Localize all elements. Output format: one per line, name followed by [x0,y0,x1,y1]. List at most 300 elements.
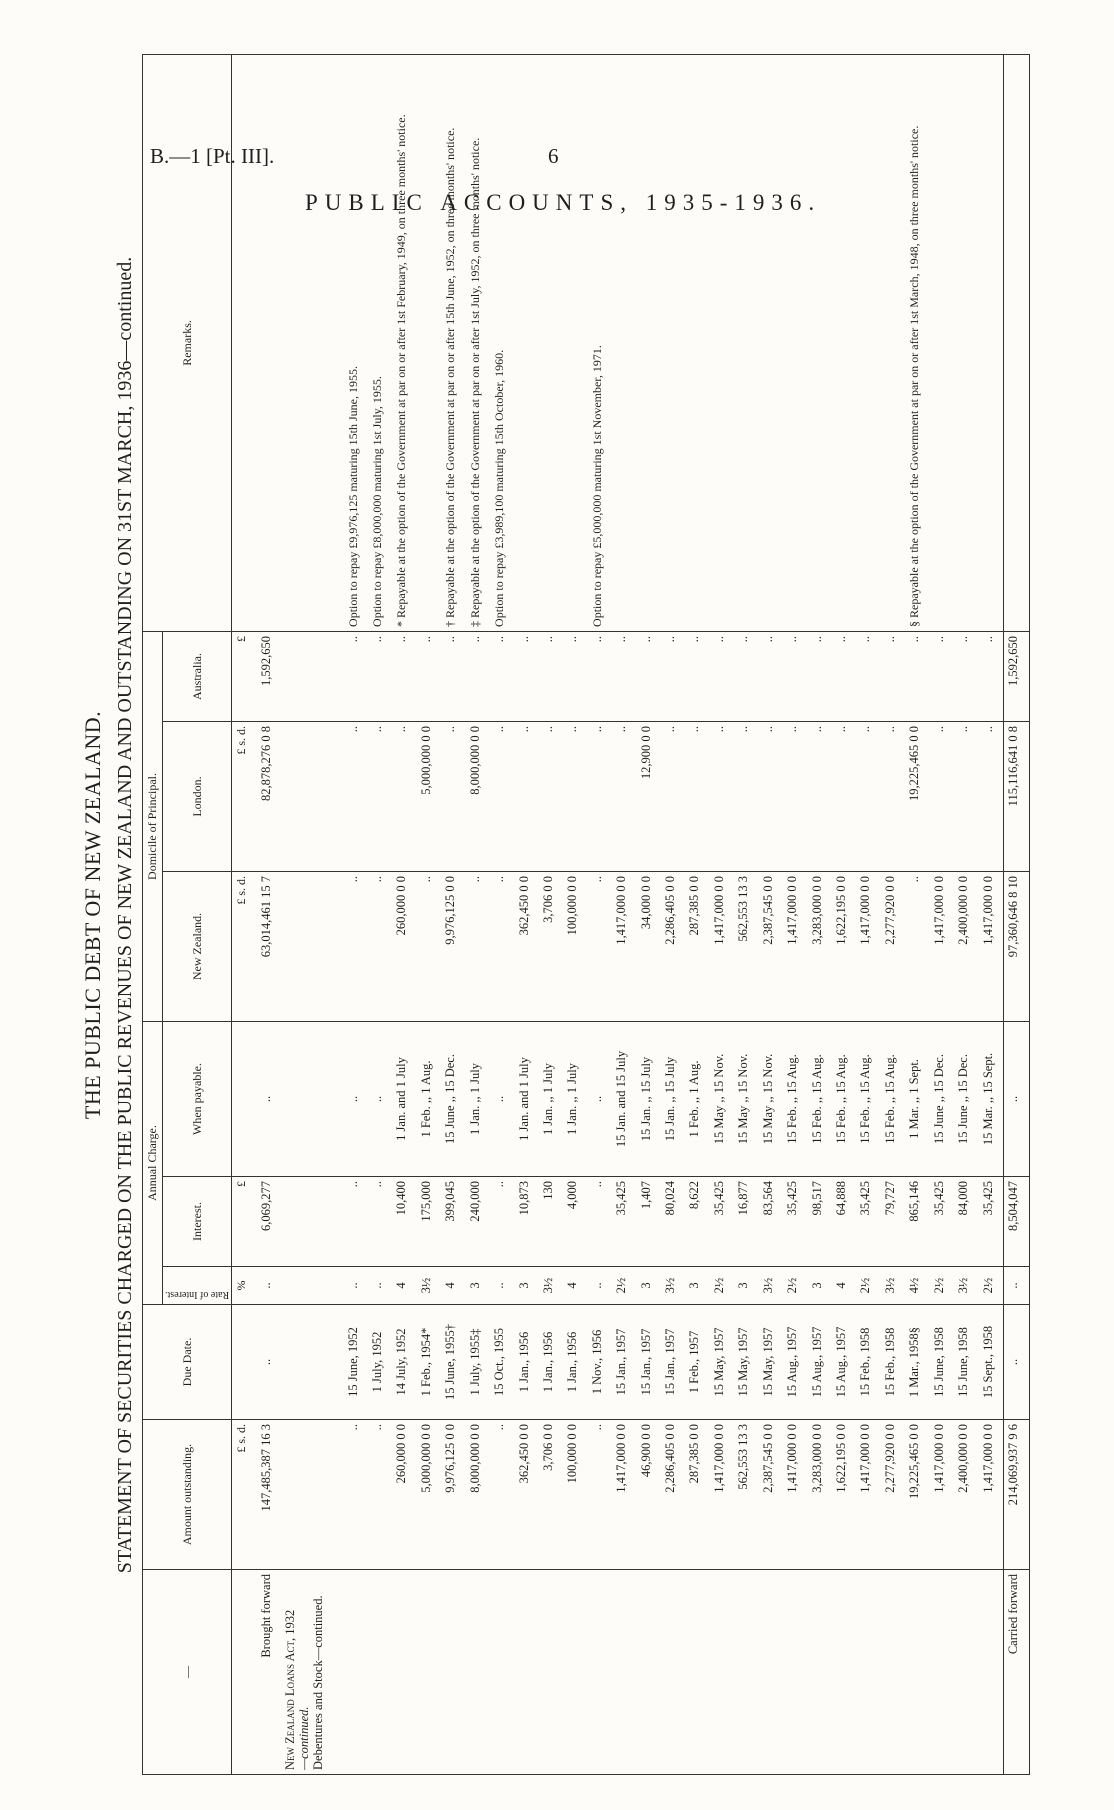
cell-remark: * Repayable at the option of the Government at par on or after 1st February, 1949, on three months' notice. [392,54,416,631]
cell-remark [856,54,880,631]
table-row [856,54,880,1774]
cell-amount: 3,283,000 0 0 [808,1420,832,1570]
table-row [685,54,709,1774]
cell-interest: 175,000 [417,1177,441,1267]
cell-rate: 4 [563,1267,587,1305]
units-row [232,54,257,1774]
cell-australia: .. [856,631,880,721]
cell-london: .. [539,721,563,871]
cell-rate: 2½ [856,1267,880,1305]
cell-australia: .. [490,631,514,721]
carried-forward-amount: 214,069,937 9 6 [1004,1420,1030,1570]
cell-remark [808,54,832,631]
cell-nz: 34,000 0 0 [637,871,661,1021]
cell-nz: .. [466,871,490,1021]
running-head: PUBLIC ACCOUNTS, 1935-1936. [305,190,822,215]
cell-nz: 2,286,405 0 0 [661,871,685,1021]
cell-amount: 5,000,000 0 0 [417,1420,441,1570]
table-row [441,54,465,1774]
cell-interest: 98,517 [808,1177,832,1267]
cell-rate: .. [344,1267,368,1305]
cell-remark [759,54,783,631]
cell-amount: 1,417,000 0 0 [979,1420,1004,1570]
cell-australia: .. [685,631,709,721]
cell-when-payable: .. [588,1021,612,1176]
cell-interest: 240,000 [466,1177,490,1267]
cell-when-payable: 1 Jan. ,, 1 July [539,1021,563,1176]
cell-amount: 287,385 0 0 [685,1420,709,1570]
cell-interest: 64,888 [832,1177,856,1267]
cell-remark [539,54,563,631]
section-heading-cont: —continued. [297,1706,312,1770]
cell-remark [881,54,905,631]
cell-rate: 3 [734,1267,758,1305]
cell-amount: .. [368,1420,392,1570]
cell-due-date: 15 June, 1955† [441,1305,465,1420]
carried-forward-interest: 8,504,047 [1004,1177,1030,1267]
cell-interest: 35,425 [930,1177,954,1267]
cell-rate: 2½ [612,1267,636,1305]
cell-when-payable: 15 Feb. ,, 15 Aug. [881,1021,905,1176]
cell-rate: 4 [392,1267,416,1305]
cell-remark [954,54,978,631]
cell-when-payable: 15 Feb. ,, 15 Aug. [832,1021,856,1176]
cell-due-date: 1 Feb., 1954* [417,1305,441,1420]
brought-forward-interest: 6,069,277 [257,1177,281,1267]
col-head-rate: Rate of Interest. [163,1267,232,1305]
cell-interest: 1,407 [637,1177,661,1267]
cell-interest: 10,873 [515,1177,539,1267]
cell-due-date: 1 Feb., 1957 [685,1305,709,1420]
cell-rate: 4 [832,1267,856,1305]
cell-london: 19,225,465 0 0 [905,721,929,871]
unit-rate: % [232,1267,257,1305]
cell-remark: ‡ Repayable at the option of the Government at par on or after 1st July, 1952, on three months' notice. [466,54,490,631]
table-row [734,54,758,1774]
table-row [612,54,636,1774]
cell-rate: 3½ [539,1267,563,1305]
statement-title: THE PUBLIC DEBT OF NEW ZEALAND. [80,710,105,1120]
cell-australia: .. [417,631,441,721]
cell-interest: .. [588,1177,612,1267]
cell-australia: .. [905,631,929,721]
cell-when-payable: 1 Jan. ,, 1 July [466,1021,490,1176]
cell-nz: 1,417,000 0 0 [856,871,880,1021]
table-row [783,54,807,1774]
carried-forward-london: 115,116,641 0 8 [1004,721,1030,871]
cell-amount: 1,417,000 0 0 [612,1420,636,1570]
cell-rate: 4½ [905,1267,929,1305]
cell-due-date: 15 June, 1952 [344,1305,368,1420]
table-row [466,54,490,1774]
cell-london: 8,000,000 0 0 [466,721,490,871]
cell-due-date: 15 Jan., 1957 [661,1305,685,1420]
cell-australia: .. [539,631,563,721]
cell-due-date: 15 May, 1957 [710,1305,734,1420]
col-head-interest: Interest. [163,1177,232,1267]
cell-amount: 9,976,125 0 0 [441,1420,465,1570]
col-head-remarks: Remarks. [143,54,232,631]
cell-when-payable: 1 Mar. ,, 1 Sept. [905,1021,929,1176]
cell-remark [832,54,856,631]
col-head-london: London. [163,721,232,871]
cell-rate: 3 [685,1267,709,1305]
cell-london: .. [734,721,758,871]
table-row [637,54,661,1774]
cell-nz: 1,417,000 0 0 [710,871,734,1021]
brought-forward-nz: 63,014,461 15 7 [257,871,281,1021]
brought-forward-label: Brought forward [257,1570,281,1775]
cell-australia: .. [808,631,832,721]
cell-amount: .. [588,1420,612,1570]
cell-due-date: 15 May, 1957 [734,1305,758,1420]
cell-nz: 1,417,000 0 0 [783,871,807,1021]
cell-nz: 2,400,000 0 0 [954,871,978,1021]
table-row [832,54,856,1774]
table-row [490,54,514,1774]
cell-australia: .. [588,631,612,721]
cell-rate: 3½ [759,1267,783,1305]
table-row [808,54,832,1774]
statement-subtitle: STATEMENT OF SECURITIES CHARGED ON THE PUBLIC REVENUES OF NEW ZEALAND AND OUTSTANDING ON 31ST MARCH, 1936—continued. [114,256,136,1574]
cell-london: .. [710,721,734,871]
col-head-australia: Australia. [163,631,232,721]
cell-nz: .. [368,871,392,1021]
cell-when-payable: 15 Feb. ,, 15 Aug. [808,1021,832,1176]
cell-remark: † Repayable at the option of the Government at par on or after 15th June, 1952, on three months' notice. [441,54,465,631]
cell-rate: 4 [441,1267,465,1305]
cell-due-date: 1 Jan., 1956 [515,1305,539,1420]
cell-london: .. [685,721,709,871]
cell-due-date: 14 July, 1952 [392,1305,416,1420]
cell-australia: .. [759,631,783,721]
cell-amount: 2,387,545 0 0 [759,1420,783,1570]
cell-london: .. [612,721,636,871]
cell-rate: 2½ [979,1267,1004,1305]
cell-interest: 84,000 [954,1177,978,1267]
cell-amount: 46,900 0 0 [637,1420,661,1570]
cell-australia: .. [563,631,587,721]
cell-amount: 1,622,195 0 0 [832,1420,856,1570]
cell-rate: 2½ [710,1267,734,1305]
cell-nz: 1,417,000 0 0 [979,871,1004,1021]
cell-due-date: 15 Aug., 1957 [808,1305,832,1420]
cell-london: .. [441,721,465,871]
cell-nz: 2,277,920 0 0 [881,871,905,1021]
cell-amount: 2,400,000 0 0 [954,1420,978,1570]
cell-when-payable: 15 May ,, 15 Nov. [759,1021,783,1176]
cell-nz: 1,622,195 0 0 [832,871,856,1021]
unit-amount: £ s. d. [232,1420,257,1570]
cell-interest: 35,425 [783,1177,807,1267]
cell-london: .. [881,721,905,871]
cell-australia: .. [637,631,661,721]
cell-due-date: 15 Sept., 1958 [979,1305,1004,1420]
cell-amount: 2,277,920 0 0 [881,1420,905,1570]
cell-australia: .. [612,631,636,721]
carried-forward-rate: .. [1004,1267,1030,1305]
cell-interest: 80,024 [661,1177,685,1267]
cell-due-date: 15 Oct., 1955 [490,1305,514,1420]
cell-rate: 2½ [930,1267,954,1305]
cell-remark [783,54,807,631]
carried-forward-row [1004,54,1030,1774]
cell-rate: 2½ [783,1267,807,1305]
cell-amount: .. [490,1420,514,1570]
cell-australia: .. [783,631,807,721]
cell-remark: Option to repay £8,000,000 maturing 1st July, 1955. [368,54,392,631]
cell-remark [515,54,539,631]
cell-amount: 260,000 0 0 [392,1420,416,1570]
cell-london: .. [954,721,978,871]
table-row [881,54,905,1774]
cell-nz: .. [490,871,514,1021]
cell-interest: 35,425 [979,1177,1004,1267]
cell-nz: 260,000 0 0 [392,871,416,1021]
cell-amount: 1,417,000 0 0 [930,1420,954,1570]
cell-nz: .. [588,871,612,1021]
cell-australia: .. [392,631,416,721]
cell-interest: 8,622 [685,1177,709,1267]
cell-london: .. [490,721,514,871]
cell-australia: .. [734,631,758,721]
cell-australia: .. [954,631,978,721]
cell-australia: .. [930,631,954,721]
cell-when-payable: 15 Feb. ,, 15 Aug. [856,1021,880,1176]
cell-nz: 1,417,000 0 0 [612,871,636,1021]
cell-remark [930,54,954,631]
cell-amount: 3,706 0 0 [539,1420,563,1570]
cell-remark: Option to repay £3,989,100 maturing 15th October, 1960. [490,54,514,631]
carried-forward-label: Carried forward [1004,1570,1030,1775]
cell-amount: 100,000 0 0 [563,1420,587,1570]
cell-nz: 1,417,000 0 0 [930,871,954,1021]
cell-when-payable: 15 June ,, 15 Dec. [954,1021,978,1176]
cell-when-payable: 15 Feb. ,, 15 Aug. [783,1021,807,1176]
cell-rate: .. [368,1267,392,1305]
cell-london: .. [979,721,1004,871]
cell-australia: .. [710,631,734,721]
table-row [368,54,392,1774]
cell-interest: 10,400 [392,1177,416,1267]
cell-london: 12,900 0 0 [637,721,661,871]
col-head-when-payable: When payable. [163,1021,232,1176]
cell-due-date: 15 Jan., 1957 [612,1305,636,1420]
cell-interest: .. [368,1177,392,1267]
cell-london: .. [392,721,416,871]
cell-london: .. [344,721,368,871]
col-head-new-zealand: New Zealand. [163,871,232,1021]
cell-interest: 4,000 [563,1177,587,1267]
table-row [539,54,563,1774]
cell-interest: 35,425 [856,1177,880,1267]
cell-due-date: 1 July, 1952 [368,1305,392,1420]
cell-interest: 399,045 [441,1177,465,1267]
cell-london: .. [661,721,685,871]
carried-forward-nz: 97,360,646 8 10 [1004,871,1030,1021]
cell-remark [563,54,587,631]
cell-due-date: 15 May, 1957 [759,1305,783,1420]
table-row [905,54,929,1774]
table-row [979,54,1004,1774]
debt-statement-table [142,54,1030,1775]
cell-rate: 3 [637,1267,661,1305]
cell-remark: Option to repay £5,000,000 maturing 1st November, 1971. [588,54,612,631]
cell-when-payable: 15 June ,, 15 Dec. [441,1021,465,1176]
cell-remark [710,54,734,631]
cell-interest: 35,425 [612,1177,636,1267]
cell-when-payable: 15 Mar. ,, 15 Sept. [979,1021,1004,1176]
cell-when-payable: 15 June ,, 15 Dec. [930,1021,954,1176]
cell-nz: .. [417,871,441,1021]
cell-when-payable: 15 Jan. and 15 July [612,1021,636,1176]
col-head-amount: Amount outstanding. [143,1420,232,1570]
cell-when-payable: 1 Jan. ,, 1 July [563,1021,587,1176]
cell-when-payable: 15 May ,, 15 Nov. [734,1021,758,1176]
brought-forward-amount: 147,485,387 16 3 [257,1420,281,1570]
cell-remark: § Repayable at the option of the Government at par on or after 1st March, 1948, on three months' notice. [905,54,929,631]
cell-rate: 3½ [417,1267,441,1305]
cell-due-date: 15 Jan., 1957 [637,1305,661,1420]
cell-interest: 16,877 [734,1177,758,1267]
col-head-due-date: Due Date. [143,1305,232,1420]
cell-london: .. [783,721,807,871]
table-row [588,54,612,1774]
cell-london: .. [588,721,612,871]
cell-nz: 362,450 0 0 [515,871,539,1021]
cell-when-payable: 1 Feb. ,, 1 Aug. [417,1021,441,1176]
unit-nz: £ s. d. [232,871,257,1021]
carried-forward-when: .. [1004,1021,1030,1176]
brought-forward-london: 82,878,276 0 8 [257,721,281,871]
cell-when-payable: 1 Feb. ,, 1 Aug. [685,1021,709,1176]
cell-remark [417,54,441,631]
cell-due-date: 15 June, 1958 [930,1305,954,1420]
section-subheading: Debentures and Stock—continued. [311,1595,326,1770]
cell-nz: 3,706 0 0 [539,871,563,1021]
cell-nz: 100,000 0 0 [563,871,587,1021]
cell-amount: 19,225,465 0 0 [905,1420,929,1570]
cell-when-payable: .. [490,1021,514,1176]
cell-australia: .. [441,631,465,721]
cell-remark [661,54,685,631]
cell-amount: 562,553 13 3 [734,1420,758,1570]
cell-london: .. [930,721,954,871]
cell-due-date: 15 June, 1958 [954,1305,978,1420]
cell-australia: .. [344,631,368,721]
cell-rate: 3 [808,1267,832,1305]
section-heading-row [281,54,343,1774]
table-row [392,54,416,1774]
cell-due-date: 15 Aug., 1957 [783,1305,807,1420]
cell-nz: 562,553 13 3 [734,871,758,1021]
cell-rate: 3 [466,1267,490,1305]
cell-remark [734,54,758,631]
cell-remark: Option to repay £9,976,125 maturing 15th June, 1955. [344,54,368,631]
cell-remark [685,54,709,631]
unit-australia: £ [232,631,257,721]
section-heading: New Zealand Loans Act, 1932 [283,1609,298,1770]
cell-australia: .. [515,631,539,721]
cell-interest: 130 [539,1177,563,1267]
cell-london: .. [368,721,392,871]
cell-interest: .. [344,1177,368,1267]
cell-interest: .. [490,1177,514,1267]
table-row [759,54,783,1774]
cell-nz: .. [344,871,368,1021]
brought-forward-australia: 1,592,650 [257,631,281,721]
cell-rate: 3 [515,1267,539,1305]
cell-amount: 1,417,000 0 0 [783,1420,807,1570]
cell-nz: 9,976,125 0 0 [441,871,465,1021]
col-head-description: — [143,1570,232,1775]
table-row [563,54,587,1774]
cell-amount: 1,417,000 0 0 [710,1420,734,1570]
cell-amount: .. [344,1420,368,1570]
cell-amount: 8,000,000 0 0 [466,1420,490,1570]
cell-interest: 79,727 [881,1177,905,1267]
cell-due-date: 1 Nov., 1956 [588,1305,612,1420]
cell-australia: .. [979,631,1004,721]
cell-due-date: 1 July, 1955‡ [466,1305,490,1420]
cell-australia: .. [466,631,490,721]
cell-when-payable: 1 Jan. and 1 July [515,1021,539,1176]
cell-remark [979,54,1004,631]
cell-rate: 3½ [954,1267,978,1305]
cell-when-payable: 15 Jan. ,, 15 July [661,1021,685,1176]
cell-rate: 3½ [881,1267,905,1305]
rotated-statement-sheet [80,55,1030,1775]
table-row [661,54,685,1774]
cell-australia: .. [368,631,392,721]
cell-when-payable: .. [368,1021,392,1176]
cell-when-payable: 1 Jan. and 1 July [392,1021,416,1176]
document-reference: B.—1 [Pt. III]. [150,144,275,168]
carried-forward-due: .. [1004,1305,1030,1420]
cell-due-date: 15 Aug., 1957 [832,1305,856,1420]
cell-due-date: 15 Feb., 1958 [881,1305,905,1420]
cell-when-payable: 15 Jan. ,, 15 July [637,1021,661,1176]
unit-interest: £ [232,1177,257,1267]
cell-amount: 2,286,405 0 0 [661,1420,685,1570]
cell-when-payable: 15 May ,, 15 Nov. [710,1021,734,1176]
cell-australia: .. [661,631,685,721]
cell-remark [612,54,636,631]
cell-interest: 83,564 [759,1177,783,1267]
col-head-domicile: Domicile of Principal. [143,631,163,1021]
cell-nz: 2,387,545 0 0 [759,871,783,1021]
table-row [710,54,734,1774]
cell-amount: 1,417,000 0 0 [856,1420,880,1570]
cell-nz: .. [905,871,929,1021]
cell-nz: 287,385 0 0 [685,871,709,1021]
cell-australia: .. [881,631,905,721]
carried-forward-australia: 1,592,650 [1004,631,1030,721]
table-row [417,54,441,1774]
cell-london: .. [759,721,783,871]
cell-london: .. [563,721,587,871]
cell-australia: .. [832,631,856,721]
cell-remark [637,54,661,631]
cell-london: .. [515,721,539,871]
cell-london: .. [808,721,832,871]
cell-rate: .. [588,1267,612,1305]
cell-london: .. [856,721,880,871]
unit-london: £ s. d. [232,721,257,871]
col-head-annual-charge: Annual Charge. [143,1021,163,1304]
cell-amount: 362,450 0 0 [515,1420,539,1570]
cell-interest: 35,425 [710,1177,734,1267]
